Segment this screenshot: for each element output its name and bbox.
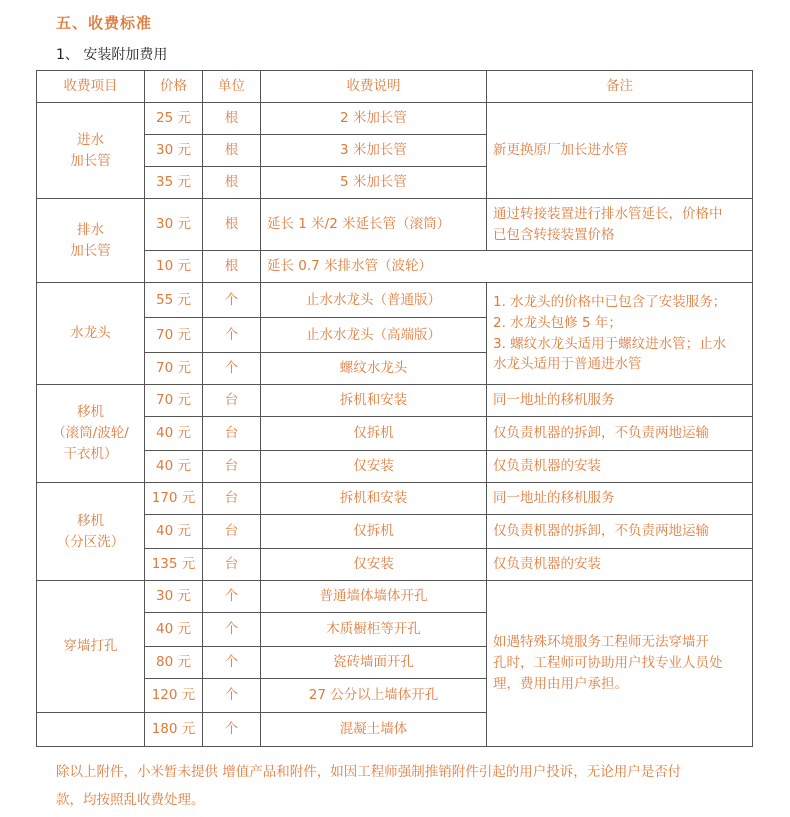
section-title: 五、收费标准	[56, 14, 153, 32]
price-cell: 120 元	[145, 679, 203, 713]
price-cell: 10 元	[145, 251, 203, 283]
price-cell: 30 元	[145, 581, 203, 613]
group-name-inlet: 进水 加长管	[37, 103, 145, 199]
subsection-title: 1、 安装附加费用	[56, 47, 168, 63]
unit-cell: 台	[203, 549, 261, 581]
unit-cell: 台	[203, 417, 261, 451]
table-row	[37, 515, 753, 549]
remark-cell: 仅负责机器的拆卸，不负责两地运输	[487, 515, 753, 549]
remark-cell: 1. 水龙头的价格中已包含了安装服务； 2. 水龙头包修 5 年； 3. 螺纹水龙头适用于螺纹进水管；止水 水龙头适用于普通进水管	[487, 283, 753, 385]
price-cell: 40 元	[145, 613, 203, 647]
table-header-row	[37, 71, 753, 103]
desc-cell: 混凝土墙体	[261, 713, 487, 747]
desc-cell: 瓷砖墙面开孔	[261, 647, 487, 679]
price-cell: 30 元	[145, 199, 203, 251]
unit-cell: 根	[203, 251, 261, 283]
desc-cell: 2 米加长管	[261, 103, 487, 135]
fee-table	[36, 70, 753, 747]
unit-cell: 个	[203, 713, 261, 747]
unit-cell: 根	[203, 199, 261, 251]
price-cell: 170 元	[145, 483, 203, 515]
table-row	[37, 385, 753, 417]
desc-cell: 延长 0.7 米排水管（波轮）	[261, 251, 753, 283]
unit-cell: 根	[203, 135, 261, 167]
price-cell: 180 元	[145, 713, 203, 747]
desc-cell: 仅安装	[261, 549, 487, 581]
unit-cell: 个	[203, 613, 261, 647]
unit-cell: 个	[203, 353, 261, 385]
table-row	[37, 451, 753, 483]
desc-cell: 仅拆机	[261, 417, 487, 451]
unit-cell: 个	[203, 647, 261, 679]
unit-cell: 个	[203, 679, 261, 713]
header-item: 收费项目	[37, 71, 145, 103]
unit-cell: 台	[203, 483, 261, 515]
desc-cell: 止水水龙头（高端版）	[261, 318, 487, 353]
header-desc: 收费说明	[261, 71, 487, 103]
desc-cell: 27 公分以上墙体开孔	[261, 679, 487, 713]
header-unit: 单位	[203, 71, 261, 103]
group-name-drain: 排水 加长管	[37, 199, 145, 283]
footer-note: 除以上附件，小米暂未提供 增值产品和附件，如因工程师强制推销附件引起的用户投诉，无论用户是否付 款，均按照乱收费处理。	[56, 764, 682, 808]
price-cell: 70 元	[145, 318, 203, 353]
unit-cell: 台	[203, 385, 261, 417]
unit-cell: 台	[203, 515, 261, 549]
price-cell: 70 元	[145, 353, 203, 385]
unit-cell: 台	[203, 451, 261, 483]
remark-cell: 如遇特殊环境服务工程师无法穿墙开 孔时，工程师可协助用户找专业人员处 理，费用由用户承担。	[487, 581, 753, 747]
desc-cell: 延长 1 米/2 米延长管（滚筒）	[261, 199, 487, 251]
desc-cell: 木质橱柜等开孔	[261, 613, 487, 647]
group-name-wall: 穿墙打孔	[37, 581, 145, 713]
desc-cell: 拆机和安装	[261, 385, 487, 417]
table-row	[37, 581, 753, 613]
table-row	[37, 251, 753, 283]
table-row	[37, 199, 753, 251]
price-cell: 70 元	[145, 385, 203, 417]
desc-cell: 止水水龙头（普通版）	[261, 283, 487, 318]
desc-cell: 5 米加长管	[261, 167, 487, 199]
unit-cell: 根	[203, 167, 261, 199]
desc-cell: 拆机和安装	[261, 483, 487, 515]
table-row	[37, 283, 753, 318]
table-row	[37, 103, 753, 135]
unit-cell: 个	[203, 283, 261, 318]
header-price: 价格	[145, 71, 203, 103]
price-cell: 25 元	[145, 103, 203, 135]
price-cell: 35 元	[145, 167, 203, 199]
group-name-move2: 移机 （分区洗）	[37, 483, 145, 581]
desc-cell: 仅拆机	[261, 515, 487, 549]
group-name-move1: 移机 （滚筒/波轮/ 干衣机）	[37, 385, 145, 483]
price-cell: 55 元	[145, 283, 203, 318]
price-cell: 40 元	[145, 515, 203, 549]
remark-cell: 同一地址的移机服务	[487, 483, 753, 515]
remark-cell: 仅负责机器的拆卸，不负责两地运输	[487, 417, 753, 451]
desc-cell: 螺纹水龙头	[261, 353, 487, 385]
remark-cell: 新更换原厂加长进水管	[487, 103, 753, 199]
table-row	[37, 549, 753, 581]
desc-cell: 普通墙体墙体开孔	[261, 581, 487, 613]
group-name-faucet: 水龙头	[37, 283, 145, 385]
price-cell: 40 元	[145, 451, 203, 483]
unit-cell: 根	[203, 103, 261, 135]
table-row	[37, 483, 753, 515]
remark-cell: 仅负责机器的安装	[487, 549, 753, 581]
price-cell: 40 元	[145, 417, 203, 451]
price-cell: 30 元	[145, 135, 203, 167]
header-remark: 备注	[487, 71, 753, 103]
unit-cell: 个	[203, 581, 261, 613]
price-cell: 80 元	[145, 647, 203, 679]
table-row	[37, 417, 753, 451]
desc-cell: 3 米加长管	[261, 135, 487, 167]
unit-cell: 个	[203, 318, 261, 353]
remark-cell: 通过转接装置进行排水管延长，价格中 已包含转接装置价格	[487, 199, 753, 251]
remark-cell: 同一地址的移机服务	[487, 385, 753, 417]
desc-cell: 仅安装	[261, 451, 487, 483]
remark-cell: 仅负责机器的安装	[487, 451, 753, 483]
empty-cell	[37, 713, 145, 747]
price-cell: 135 元	[145, 549, 203, 581]
